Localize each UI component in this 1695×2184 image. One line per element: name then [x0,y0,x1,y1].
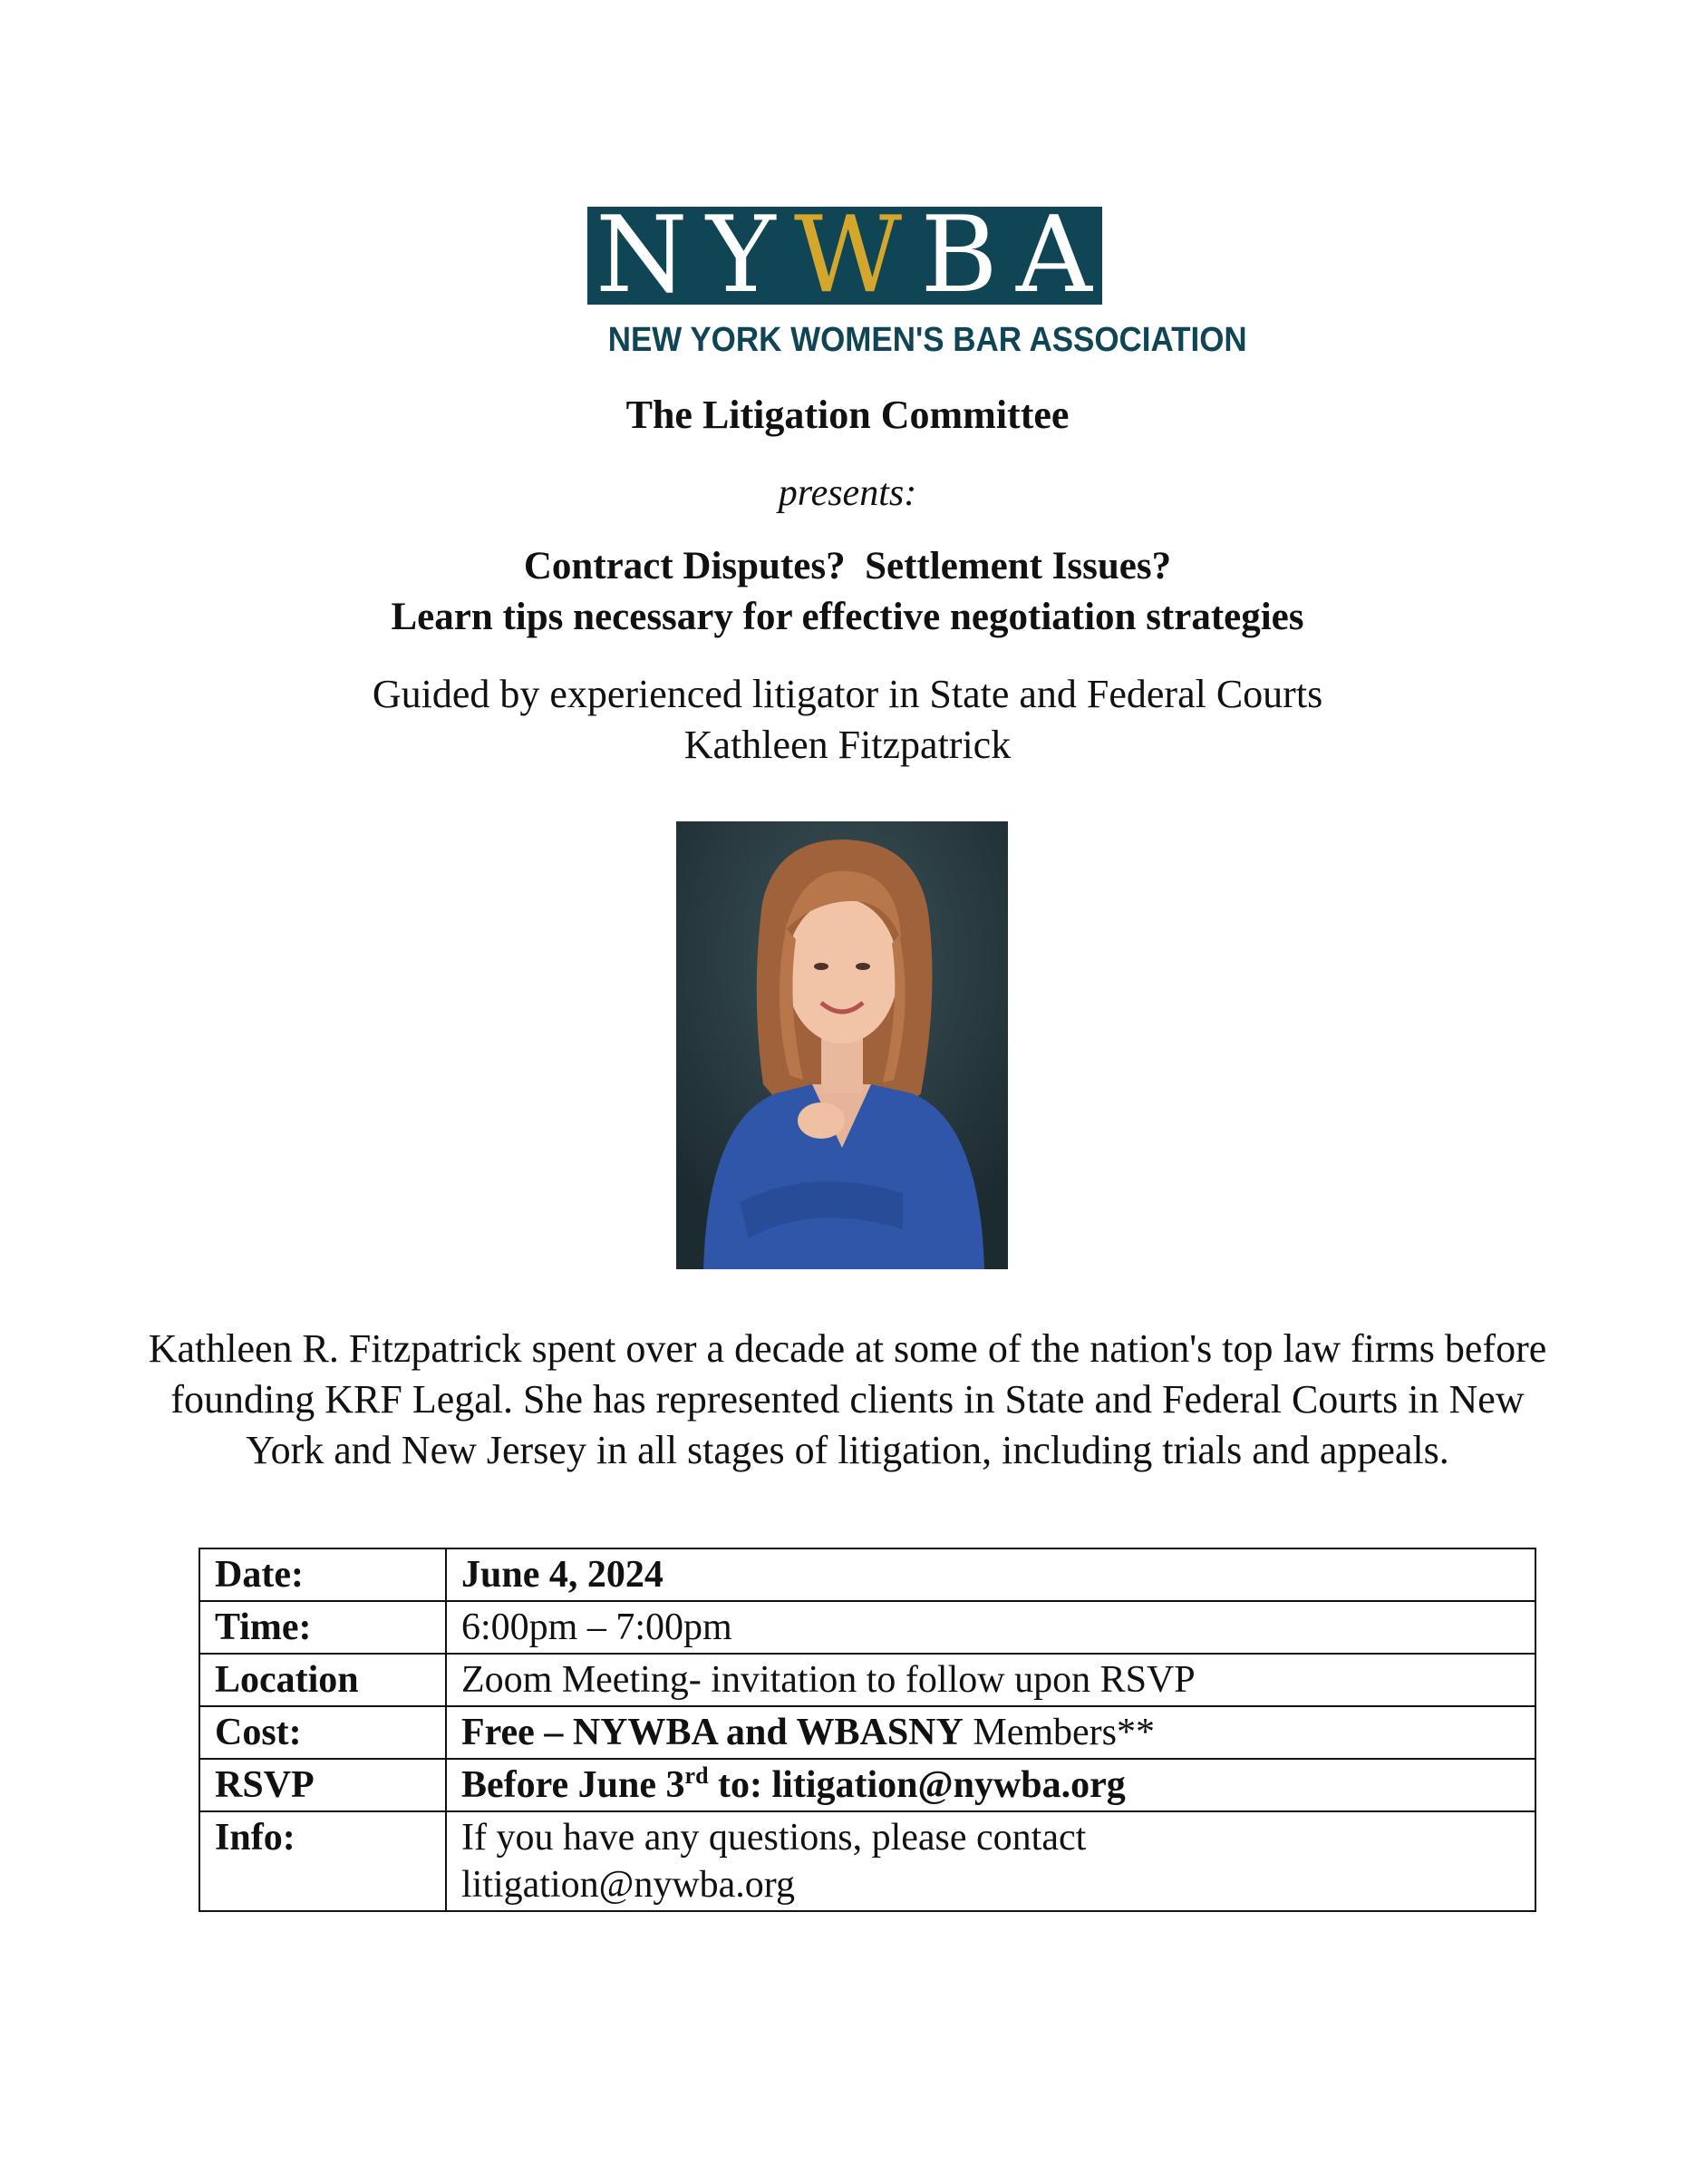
guided-line-1: Guided by experienced litigator in State and Federal Courts [372,672,1323,716]
logo-band [587,194,1102,316]
table-row [199,1601,1535,1654]
table-row [199,1654,1535,1706]
presents-text: presents: [778,472,917,514]
nywba-logo [587,194,1247,360]
rsvp-email-link[interactable]: to: litigation@nywba.org [708,1764,1126,1806]
committee-title: The Litigation Committee [625,393,1070,437]
logo-subtitle: NEW YORK WOMEN'S BAR ASSOCIATION [607,321,1247,359]
location-label: Location [199,1654,446,1706]
logo-letter-a: A [1016,194,1094,316]
date-label: Date: [199,1548,446,1601]
table-row [199,1706,1535,1759]
speaker-name: Kathleen Fitzpatrick [683,723,1012,767]
topic-line-1: Contract Disputes? Settlement Issues? [523,545,1172,587]
speaker-portrait-photo [676,821,1008,1269]
cost-value-bold: Free – NYWBA and WBASNY [461,1712,964,1753]
event-details-table [199,1548,1536,1912]
time-label: Time: [199,1601,446,1654]
rsvp-label: RSVP [199,1759,446,1811]
cost-value-rest: Members** [963,1712,1155,1753]
logo-letter-n: N [596,194,690,316]
cost-label: Cost: [199,1706,446,1759]
info-label: Info: [199,1811,446,1911]
location-value: Zoom Meeting- invitation to follow upon RSVP [446,1654,1535,1706]
logo-letter-y: Y [705,194,778,316]
logo-letter-w: W [793,194,905,316]
rsvp-value-sup: rd [684,1762,709,1789]
table-row [199,1548,1535,1601]
info-value-line-1: If you have any questions, please contact [461,1817,1087,1859]
date-value: June 4, 2024 [446,1548,1535,1601]
time-value: 6:00pm – 7:00pm [446,1601,1535,1654]
rsvp-value [446,1759,1535,1811]
portrait-illustration [676,821,1008,1269]
topic-line-2: Learn tips necessary for effective negotiation strategies [391,596,1304,638]
rsvp-value-pre: Before June 3 [461,1764,685,1806]
table-row [199,1759,1535,1811]
info-email-link[interactable]: litigation@nywba.org [461,1864,796,1906]
speaker-bio: Kathleen R. Fitzpatrick spent over a decade at some of the nation's top law firms before founding KRF Legal. She has represented clients in State and Federal Courts in New York and New Jersey in all stages of litigation, including trials and appeals. [148,1326,1547,1472]
table-row [199,1811,1535,1911]
info-value [446,1811,1535,1911]
cost-value [446,1706,1535,1759]
logo-letter-b: B [920,194,1000,316]
